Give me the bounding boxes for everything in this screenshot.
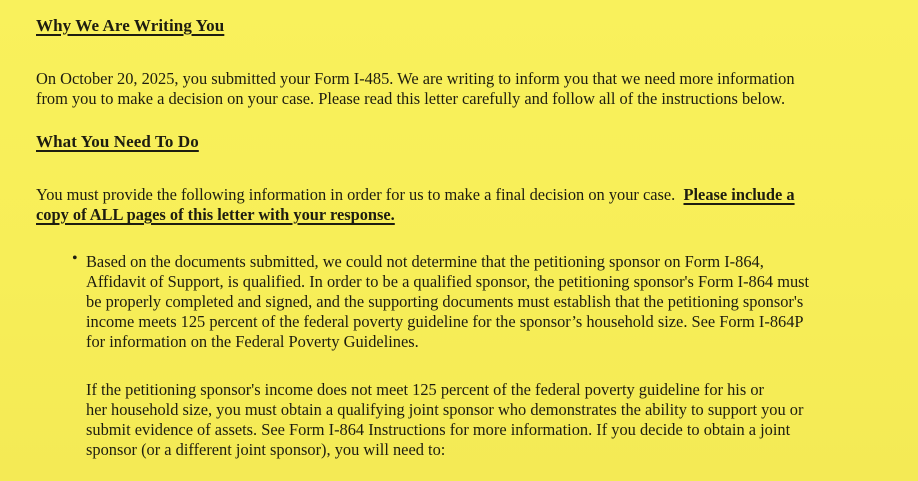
sponsor-paragraph: [86, 252, 809, 352]
what-paragraph: [36, 185, 795, 225]
what-heading: What You Need To Do: [36, 132, 199, 151]
sponsor-line-2: Affidavit of Support, is qualified. In order to be a qualified sponsor, the petitioning sponsor's Form I-864 must: [86, 272, 810, 291]
why-line-2: from you to make a decision on your case. Please read this letter carefully and follow all of the instructions below.: [36, 89, 786, 108]
why-paragraph: [36, 69, 795, 109]
joint-sponsor-paragraph: [86, 380, 803, 460]
include-letter-emphasis-1: Please include a: [683, 185, 795, 204]
sponsor-line-3: be properly completed and signed, and the supporting documents must establish that the petitioning sponsor's: [86, 292, 804, 311]
why-line-1: On October 20, 2025, you submitted your Form I-485. We are writing to inform you that we need more information: [36, 69, 795, 88]
joint-line-2: her household size, you must obtain a qualifying joint sponsor who demonstrates the ability to support you or: [86, 400, 804, 419]
sponsor-line-4: income meets 125 percent of the federal poverty guideline for the sponsor’s household size. See Form I-864P: [86, 312, 804, 331]
sponsor-line-1: Based on the documents submitted, we could not determine that the petitioning sponsor on Form I-864,: [86, 252, 764, 271]
what-line-1: [36, 185, 795, 205]
bullet-icon: •: [72, 250, 78, 267]
what-line-1-text: You must provide the following information in order for us to make a final decision on your case.: [36, 185, 676, 204]
include-letter-emphasis-2: copy of ALL pages of this letter with your response.: [36, 205, 395, 224]
joint-line-4: sponsor (or a different joint sponsor), you will need to:: [86, 440, 446, 459]
what-line-2: [36, 205, 795, 225]
joint-line-3: submit evidence of assets. See Form I-864 Instructions for more information. If you decide to obtain a joint: [86, 420, 791, 439]
joint-line-1: If the petitioning sponsor's income does not meet 125 percent of the federal poverty guideline for his or: [86, 380, 764, 399]
sponsor-line-5: for information on the Federal Poverty Guidelines.: [86, 332, 419, 351]
why-heading: Why We Are Writing You: [36, 16, 225, 35]
